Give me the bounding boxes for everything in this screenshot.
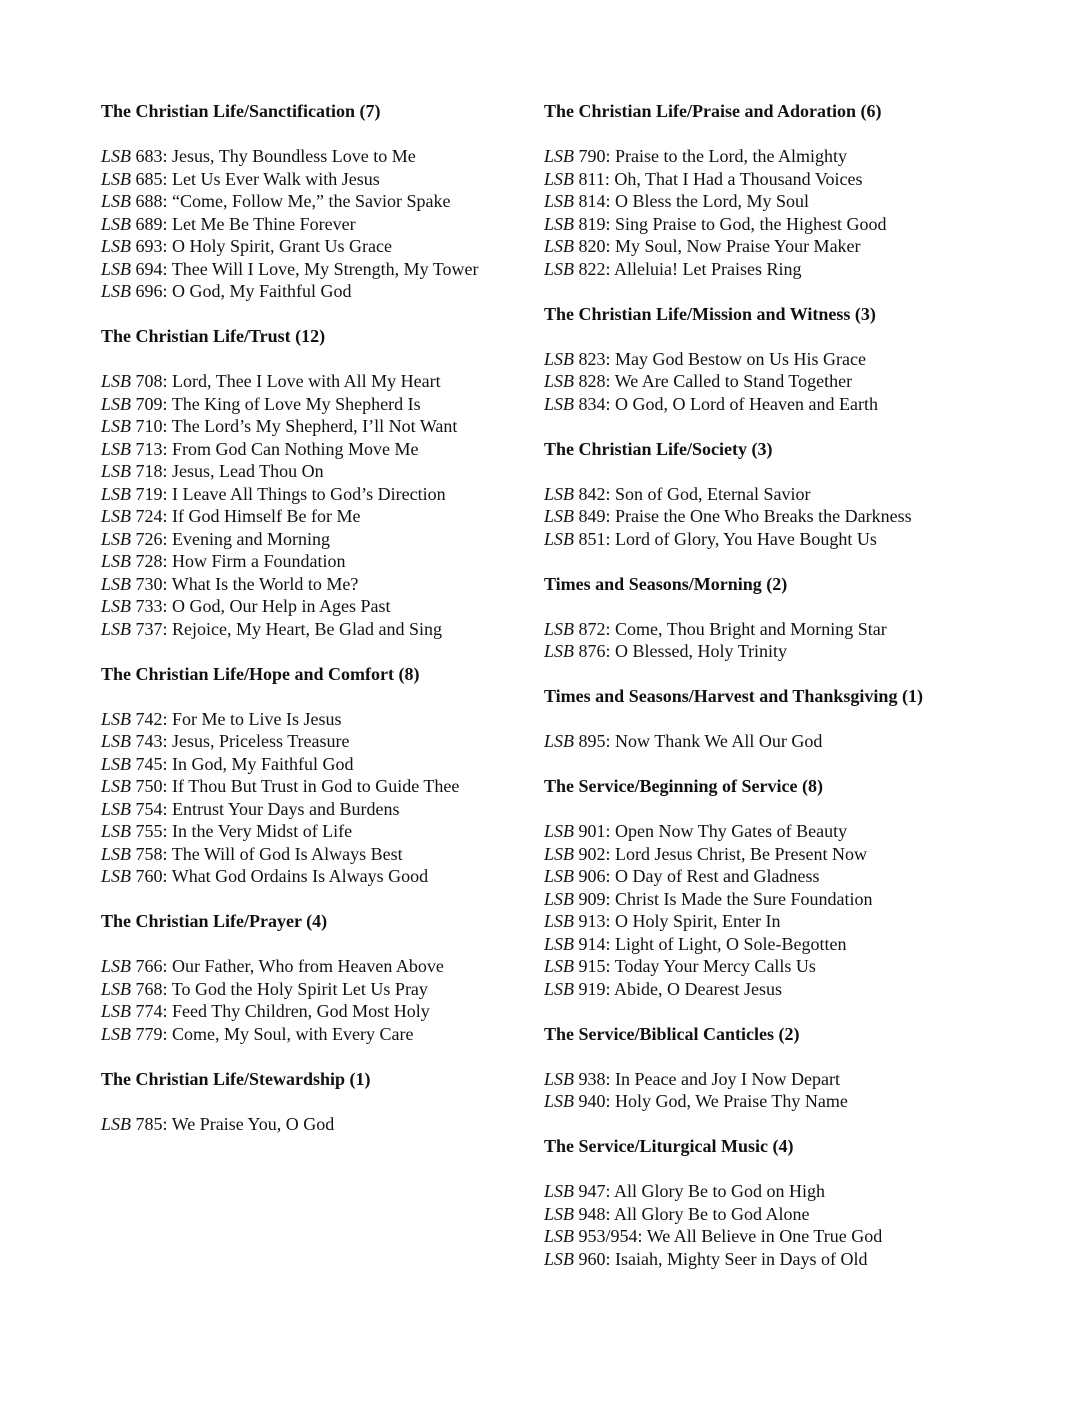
hymn-list [101,955,531,1045]
hymnal-abbreviation: LSB [544,1068,575,1089]
hymn-entry: LSB 947: All Glory Be to God on High [544,1181,826,1201]
hymnal-abbreviation: LSB [101,1023,132,1044]
hymn-title: From God Can Nothing Move Me [172,438,419,459]
hymn-title: Entrust Your Days and Burdens [172,798,400,819]
hymn-entry: LSB 814: O Bless the Lord, My Soul [544,191,810,211]
hymn-entry: LSB 834: O God, O Lord of Heaven and Earth [544,393,878,414]
hymnal-abbreviation: LSB [101,438,132,459]
hymn-number: 906 [578,866,606,886]
hymn-number: 960 [578,1248,606,1269]
hymn-entry: LSB 779: Come, My Soul, with Every Care [101,1023,414,1044]
hymn-entry: LSB 940: Holy God, We Praise Thy Name [544,1091,848,1111]
hymn-entry: LSB 718: Jesus, Lead Thou On [101,461,324,481]
hymn-number: 685 [135,168,163,189]
hymn-entry: LSB 683: Jesus, Thy Boundless Love to Me [101,146,416,166]
hymn-entry: LSB 851: Lord of Glory, You Have Bought Us [544,528,877,549]
section-heading: The Christian Life/Hope and Comfort (8) [101,663,420,684]
hymn-number: 760 [135,866,163,886]
hymn-number: 851 [578,528,606,549]
hymn-entry: LSB 915: Today Your Mercy Calls Us [544,956,816,976]
hymn-number: 710 [135,416,163,436]
hymn-number: 790 [578,146,606,166]
hymn-title: In the Very Midst of Life [172,821,353,841]
hymnal-abbreviation: LSB [544,1091,575,1111]
hymn-number: 733 [135,596,163,616]
hymn-title: O Day of Rest and Gladness [615,866,820,886]
hymn-title: Now Thank We All Our God [615,731,823,751]
hymn-number: 743 [135,731,163,751]
hymn-number: 849 [578,506,606,526]
hymnal-abbreviation: LSB [101,483,132,504]
hymn-number: 823 [578,348,606,369]
hymn-number: 742 [135,708,163,729]
hymnal-abbreviation: LSB [101,146,132,166]
hymn-entry: LSB 938: In Peace and Joy I Now Depart [544,1068,840,1089]
hymn-title: “Come, Follow Me,” the Savior Spake [172,191,451,211]
hymn-entry: LSB 730: What Is the World to Me? [101,573,359,594]
hymn-number: 872 [578,618,606,639]
hymn-entry: LSB 713: From God Can Nothing Move Me [101,438,419,459]
hymn-list [544,348,1064,416]
hymnal-abbreviation: LSB [544,843,575,864]
hymn-entry: LSB 685: Let Us Ever Walk with Jesus [101,168,380,189]
hymn-title: All Glory Be to God on High [614,1181,826,1201]
hymn-number: 953/954 [578,1226,638,1246]
hymn-number: 718 [135,461,163,481]
hymn-entry: LSB 768: To God the Holy Spirit Let Us Pray [101,978,428,999]
hymn-entry: LSB 733: O God, Our Help in Ages Past [101,596,391,616]
hymn-title: Lord of Glory, You Have Bought Us [615,528,877,549]
hymn-entry: LSB 820: My Soul, Now Praise Your Maker [544,236,861,256]
hymn-title: O Blessed, Holy Trinity [615,641,788,661]
hymnal-abbreviation: LSB [101,551,132,571]
hymnal-abbreviation: LSB [544,911,575,931]
hymnal-abbreviation: LSB [544,956,575,976]
hymnal-abbreviation: LSB [544,731,575,751]
hymn-section [101,663,531,888]
section-heading: The Service/Liturgical Music (4) [544,1136,794,1156]
hymn-title: Rejoice, My Heart, Be Glad and Sing [172,618,442,639]
hymn-entry: LSB 755: In the Very Midst of Life [101,821,353,841]
hymn-entry: LSB 913: O Holy Spirit, Enter In [544,911,781,931]
hymn-entry: LSB 693: O Holy Spirit, Grant Us Grace [101,236,392,256]
hymn-number: 728 [135,551,163,571]
hymn-list [544,730,1064,753]
hymn-number: 724 [135,506,163,526]
hymn-title: The Lord’s My Shepherd, I’ll Not Want [171,416,458,436]
hymn-section [101,1068,531,1136]
hymn-section [101,100,531,303]
hymnal-abbreviation: LSB [101,1113,132,1134]
hymn-entry: LSB 728: How Firm a Foundation [101,551,346,571]
hymn-list [544,1068,1064,1113]
hymn-title: To God the Holy Spirit Let Us Pray [171,978,428,999]
hymnal-abbreviation: LSB [544,191,575,211]
hymn-title: Oh, That I Had a Thousand Voices [614,168,863,189]
hymnal-abbreviation: LSB [544,641,575,661]
hymn-entry: LSB 819: Sing Praise to God, the Highest Good [544,213,887,234]
hymn-section [544,775,1064,1000]
hymn-list [101,708,531,888]
hymnal-abbreviation: LSB [544,168,575,189]
hymnal-abbreviation: LSB [101,236,132,256]
hymnal-abbreviation: LSB [544,1203,575,1224]
hymnal-abbreviation: LSB [544,618,575,639]
hymn-entry: LSB 948: All Glory Be to God Alone [544,1203,810,1224]
hymn-list [101,145,531,303]
hymn-entry: LSB 828: We Are Called to Stand Together [544,371,853,391]
hymnal-abbreviation: LSB [101,393,132,414]
hymn-section [544,1135,1064,1270]
hymnal-abbreviation: LSB [101,191,132,211]
hymn-entry: LSB 726: Evening and Morning [101,528,331,549]
hymn-title: I Leave All Things to God’s Direction [172,483,446,504]
hymn-number: 766 [135,956,163,976]
hymn-title: O Bless the Lord, My Soul [615,191,810,211]
hymnal-abbreviation: LSB [101,866,132,886]
hymn-number: 895 [578,731,606,751]
hymn-entry: LSB 876: O Blessed, Holy Trinity [544,641,788,661]
hymn-entry: LSB 758: The Will of God Is Always Best [101,843,403,864]
hymnal-abbreviation: LSB [544,1248,575,1269]
hymn-list [544,820,1064,1000]
hymn-number: 834 [578,393,606,414]
hymn-entry: LSB 710: The Lord’s My Shepherd, I’ll Not Want [101,416,458,436]
hymn-number: 708 [135,371,163,391]
hymn-entry: LSB 754: Entrust Your Days and Burdens [101,798,400,819]
hymnal-abbreviation: LSB [101,258,132,279]
hymn-entry: LSB 760: What God Ordains Is Always Good [101,866,429,886]
hymn-number: 737 [135,618,163,639]
hymn-title: Let Me Be Thine Forever [172,213,356,234]
hymn-title: What Is the World to Me? [171,573,359,594]
hymnal-abbreviation: LSB [101,371,132,391]
hymn-title: O God, My Faithful God [172,281,352,301]
hymnal-abbreviation: LSB [101,821,132,841]
hymn-number: 683 [135,146,163,166]
hymn-entry: LSB 895: Now Thank We All Our God [544,731,823,751]
hymnal-abbreviation: LSB [101,776,132,796]
section-heading: The Service/Biblical Canticles (2) [544,1023,800,1044]
hymn-number: 948 [578,1203,606,1224]
hymn-entry: LSB 790: Praise to the Lord, the Almighty [544,146,848,166]
hymn-section [544,438,1064,551]
hymn-entry: LSB 822: Alleluia! Let Praises Ring [544,258,802,279]
hymnal-abbreviation: LSB [101,281,132,301]
hymn-number: 819 [578,213,606,234]
hymn-entry: LSB 842: Son of God, Eternal Savior [544,483,811,504]
section-heading: The Service/Beginning of Service (8) [544,776,823,796]
hymn-title: My Soul, Now Praise Your Maker [615,236,861,256]
hymn-list [544,1180,1064,1270]
hymnal-abbreviation: LSB [544,933,575,954]
hymnal-abbreviation: LSB [544,258,575,279]
hymn-title: May God Bestow on Us His Grace [615,348,866,369]
hymn-number: 915 [578,956,606,976]
hymn-entry: LSB 766: Our Father, Who from Heaven Above [101,956,444,976]
hymn-number: 709 [135,393,163,414]
hymn-title: Our Father, Who from Heaven Above [172,956,444,976]
hymn-number: 919 [578,978,606,999]
hymn-list [101,1113,531,1136]
hymn-title: What God Ordains Is Always Good [171,866,429,886]
hymnal-abbreviation: LSB [101,731,132,751]
hymn-entry: LSB 737: Rejoice, My Heart, Be Glad and Sing [101,618,442,639]
hymn-number: 688 [135,191,163,211]
section-heading: Times and Seasons/Morning (2) [544,573,788,594]
hymn-entry: LSB 960: Isaiah, Mighty Seer in Days of Old [544,1248,868,1269]
hymn-title: Praise the One Who Breaks the Darkness [615,506,912,526]
hymn-title: All Glory Be to God Alone [614,1203,810,1224]
hymnal-abbreviation: LSB [544,483,575,504]
hymn-number: 914 [578,933,606,954]
section-heading: The Christian Life/Prayer (4) [101,911,328,931]
hymn-title: The Will of God Is Always Best [171,843,403,864]
hymn-entry: LSB 849: Praise the One Who Breaks the Darkness [544,506,912,526]
hymn-number: 730 [135,573,163,594]
hymn-number: 774 [135,1001,163,1021]
hymn-number: 909 [578,888,606,909]
hymn-title: O Holy Spirit, Grant Us Grace [172,236,392,256]
hymn-title: Lord Jesus Christ, Be Present Now [615,843,868,864]
hymnal-abbreviation: LSB [101,708,132,729]
hymnal-abbreviation: LSB [101,213,132,234]
hymn-list [101,370,531,640]
hymnal-abbreviation: LSB [544,371,575,391]
hymn-title: Today Your Mercy Calls Us [614,956,816,976]
hymnal-abbreviation: LSB [544,888,575,909]
hymn-list [544,618,1064,663]
hymn-number: 689 [135,213,163,234]
hymn-title: Jesus, Thy Boundless Love to Me [172,146,416,166]
hymnal-abbreviation: LSB [101,573,132,594]
hymn-section [544,685,1064,753]
hymn-entry: LSB 708: Lord, Thee I Love with All My Heart [101,371,441,391]
hymn-entry: LSB 872: Come, Thou Bright and Morning Star [544,618,887,639]
hymn-entry: LSB 774: Feed Thy Children, God Most Holy [101,1001,430,1021]
hymn-title: Light of Light, O Sole-Begotten [615,933,847,954]
hymnal-abbreviation: LSB [101,461,132,481]
hymn-number: 785 [135,1113,163,1134]
hymnal-abbreviation: LSB [544,978,575,999]
hymnal-abbreviation: LSB [544,506,575,526]
hymn-title: Jesus, Lead Thou On [172,461,324,481]
hymn-number: 693 [135,236,163,256]
hymn-number: 913 [578,911,606,931]
hymnal-abbreviation: LSB [544,1226,575,1246]
hymnal-abbreviation: LSB [544,528,575,549]
hymn-title: Abide, O Dearest Jesus [614,978,782,999]
hymn-entry: LSB 906: O Day of Rest and Gladness [544,866,820,886]
hymnal-abbreviation: LSB [101,416,132,436]
hymn-title: O Holy Spirit, Enter In [615,911,781,931]
hymn-title: Son of God, Eternal Savior [615,483,811,504]
hymn-number: 696 [135,281,163,301]
hymn-title: O God, O Lord of Heaven and Earth [615,393,878,414]
hymn-number: 902 [578,843,606,864]
hymn-entry: LSB 785: We Praise You, O God [101,1113,335,1134]
left-column [101,100,531,1158]
hymn-entry: LSB 750: If Thou But Trust in God to Guide Thee [101,776,460,796]
hymn-title: If God Himself Be for Me [172,506,361,526]
hymn-number: 745 [135,753,163,774]
hymn-title: Christ Is Made the Sure Foundation [615,888,873,909]
hymn-list [544,145,1064,280]
hymn-number: 750 [135,776,163,796]
hymn-number: 842 [578,483,606,504]
hymnal-abbreviation: LSB [544,821,575,841]
hymn-entry: LSB 743: Jesus, Priceless Treasure [101,731,350,751]
hymn-entry: LSB 742: For Me to Live Is Jesus [101,708,342,729]
hymn-title: We Are Called to Stand Together [614,371,853,391]
hymn-title: In Peace and Joy I Now Depart [615,1068,840,1089]
hymn-entry: LSB 688: “Come, Follow Me,” the Savior Spake [101,191,451,211]
hymn-title: For Me to Live Is Jesus [172,708,342,729]
hymn-number: 811 [578,168,605,189]
hymn-title: Holy God, We Praise Thy Name [615,1091,848,1111]
hymnal-abbreviation: LSB [101,798,132,819]
hymn-number: 719 [135,483,163,504]
section-heading: The Christian Life/Mission and Witness (3) [544,303,876,324]
section-heading: The Christian Life/Society (3) [544,438,773,459]
hymn-number: 828 [578,371,606,391]
hymn-title: The King of Love My Shepherd Is [171,393,421,414]
section-heading: The Christian Life/Sanctification (7) [101,101,381,121]
hymn-title: How Firm a Foundation [172,551,346,571]
section-heading: Times and Seasons/Harvest and Thanksgiving (1) [544,686,923,706]
hymn-list [544,483,1064,551]
right-column [544,100,1064,1293]
hymn-entry: LSB 811: Oh, That I Had a Thousand Voices [544,168,863,189]
hymn-number: 938 [578,1068,606,1089]
hymn-section [544,303,1064,416]
hymn-number: 820 [578,236,606,256]
section-heading: The Christian Life/Trust (12) [101,326,326,346]
section-heading: The Christian Life/Stewardship (1) [101,1068,371,1089]
hymnal-abbreviation: LSB [101,956,132,976]
hymnal-abbreviation: LSB [544,213,575,234]
hymnal-abbreviation: LSB [101,753,132,774]
hymnal-abbreviation: LSB [544,866,575,886]
hymn-number: 758 [135,843,163,864]
hymn-number: 754 [135,798,163,819]
hymnal-abbreviation: LSB [544,393,575,414]
hymn-title: Open Now Thy Gates of Beauty [615,821,848,841]
hymn-entry: LSB 689: Let Me Be Thine Forever [101,213,356,234]
hymn-section [101,325,531,640]
hymnal-abbreviation: LSB [101,843,132,864]
hymnal-abbreviation: LSB [101,528,132,549]
hymn-number: 947 [578,1181,606,1201]
hymn-section [544,573,1064,663]
hymn-number: 901 [578,821,606,841]
hymn-entry: LSB 914: Light of Light, O Sole-Begotten [544,933,847,954]
hymnal-abbreviation: LSB [101,618,132,639]
hymn-section [544,1023,1064,1113]
hymn-section [101,910,531,1045]
hymn-number: 940 [578,1091,606,1111]
hymn-number: 779 [135,1023,163,1044]
hymn-title: Praise to the Lord, the Almighty [615,146,848,166]
hymn-entry: LSB 953/954: We All Believe in One True God [544,1226,883,1246]
hymn-title: In God, My Faithful God [172,753,354,774]
hymn-number: 814 [578,191,606,211]
hymn-title: Jesus, Priceless Treasure [172,731,350,751]
hymn-entry: LSB 909: Christ Is Made the Sure Foundation [544,888,873,909]
hymn-entry: LSB 694: Thee Will I Love, My Strength, My Tower [101,258,479,279]
hymn-number: 768 [135,978,163,999]
hymn-title: Evening and Morning [172,528,331,549]
hymn-entry: LSB 902: Lord Jesus Christ, Be Present Now [544,843,868,864]
hymn-entry: LSB 696: O God, My Faithful God [101,281,352,301]
hymn-title: Come, My Soul, with Every Care [172,1023,414,1044]
hymn-entry: LSB 919: Abide, O Dearest Jesus [544,978,782,999]
section-heading: The Christian Life/Praise and Adoration (6) [544,101,882,121]
hymn-number: 726 [135,528,163,549]
hymn-number: 755 [135,821,163,841]
hymnal-abbreviation: LSB [544,1181,575,1201]
hymn-title: Come, Thou Bright and Morning Star [615,618,887,639]
hymn-title: If Thou But Trust in God to Guide Thee [172,776,460,796]
hymnal-abbreviation: LSB [544,236,575,256]
hymn-number: 713 [135,438,163,459]
hymn-entry: LSB 709: The King of Love My Shepherd Is [101,393,421,414]
hymn-title: Feed Thy Children, God Most Holy [172,1001,430,1021]
hymn-title: Lord, Thee I Love with All My Heart [172,371,441,391]
hymn-title: We Praise You, O God [171,1113,335,1134]
hymn-title: Alleluia! Let Praises Ring [614,258,802,279]
hymnal-abbreviation: LSB [544,348,575,369]
hymnal-abbreviation: LSB [101,978,132,999]
hymn-title: Sing Praise to God, the Highest Good [615,213,887,234]
hymn-title: Isaiah, Mighty Seer in Days of Old [615,1248,868,1269]
hymn-title: We All Believe in One True God [646,1226,883,1246]
hymn-entry: LSB 823: May God Bestow on Us His Grace [544,348,866,369]
hymn-title: Thee Will I Love, My Strength, My Tower [171,258,479,279]
hymn-entry: LSB 724: If God Himself Be for Me [101,506,361,526]
hymn-number: 694 [135,258,163,279]
hymnal-abbreviation: LSB [101,1001,132,1021]
hymnal-abbreviation: LSB [101,596,132,616]
hymn-title: Let Us Ever Walk with Jesus [172,168,380,189]
hymn-entry: LSB 901: Open Now Thy Gates of Beauty [544,821,848,841]
hymn-number: 876 [578,641,606,661]
hymnal-abbreviation: LSB [101,168,132,189]
hymnal-abbreviation: LSB [544,146,575,166]
hymn-section [544,100,1064,280]
hymnal-abbreviation: LSB [101,506,132,526]
hymn-entry: LSB 719: I Leave All Things to God’s Direction [101,483,446,504]
hymn-number: 822 [578,258,606,279]
hymn-title: O God, Our Help in Ages Past [172,596,391,616]
hymn-entry: LSB 745: In God, My Faithful God [101,753,354,774]
